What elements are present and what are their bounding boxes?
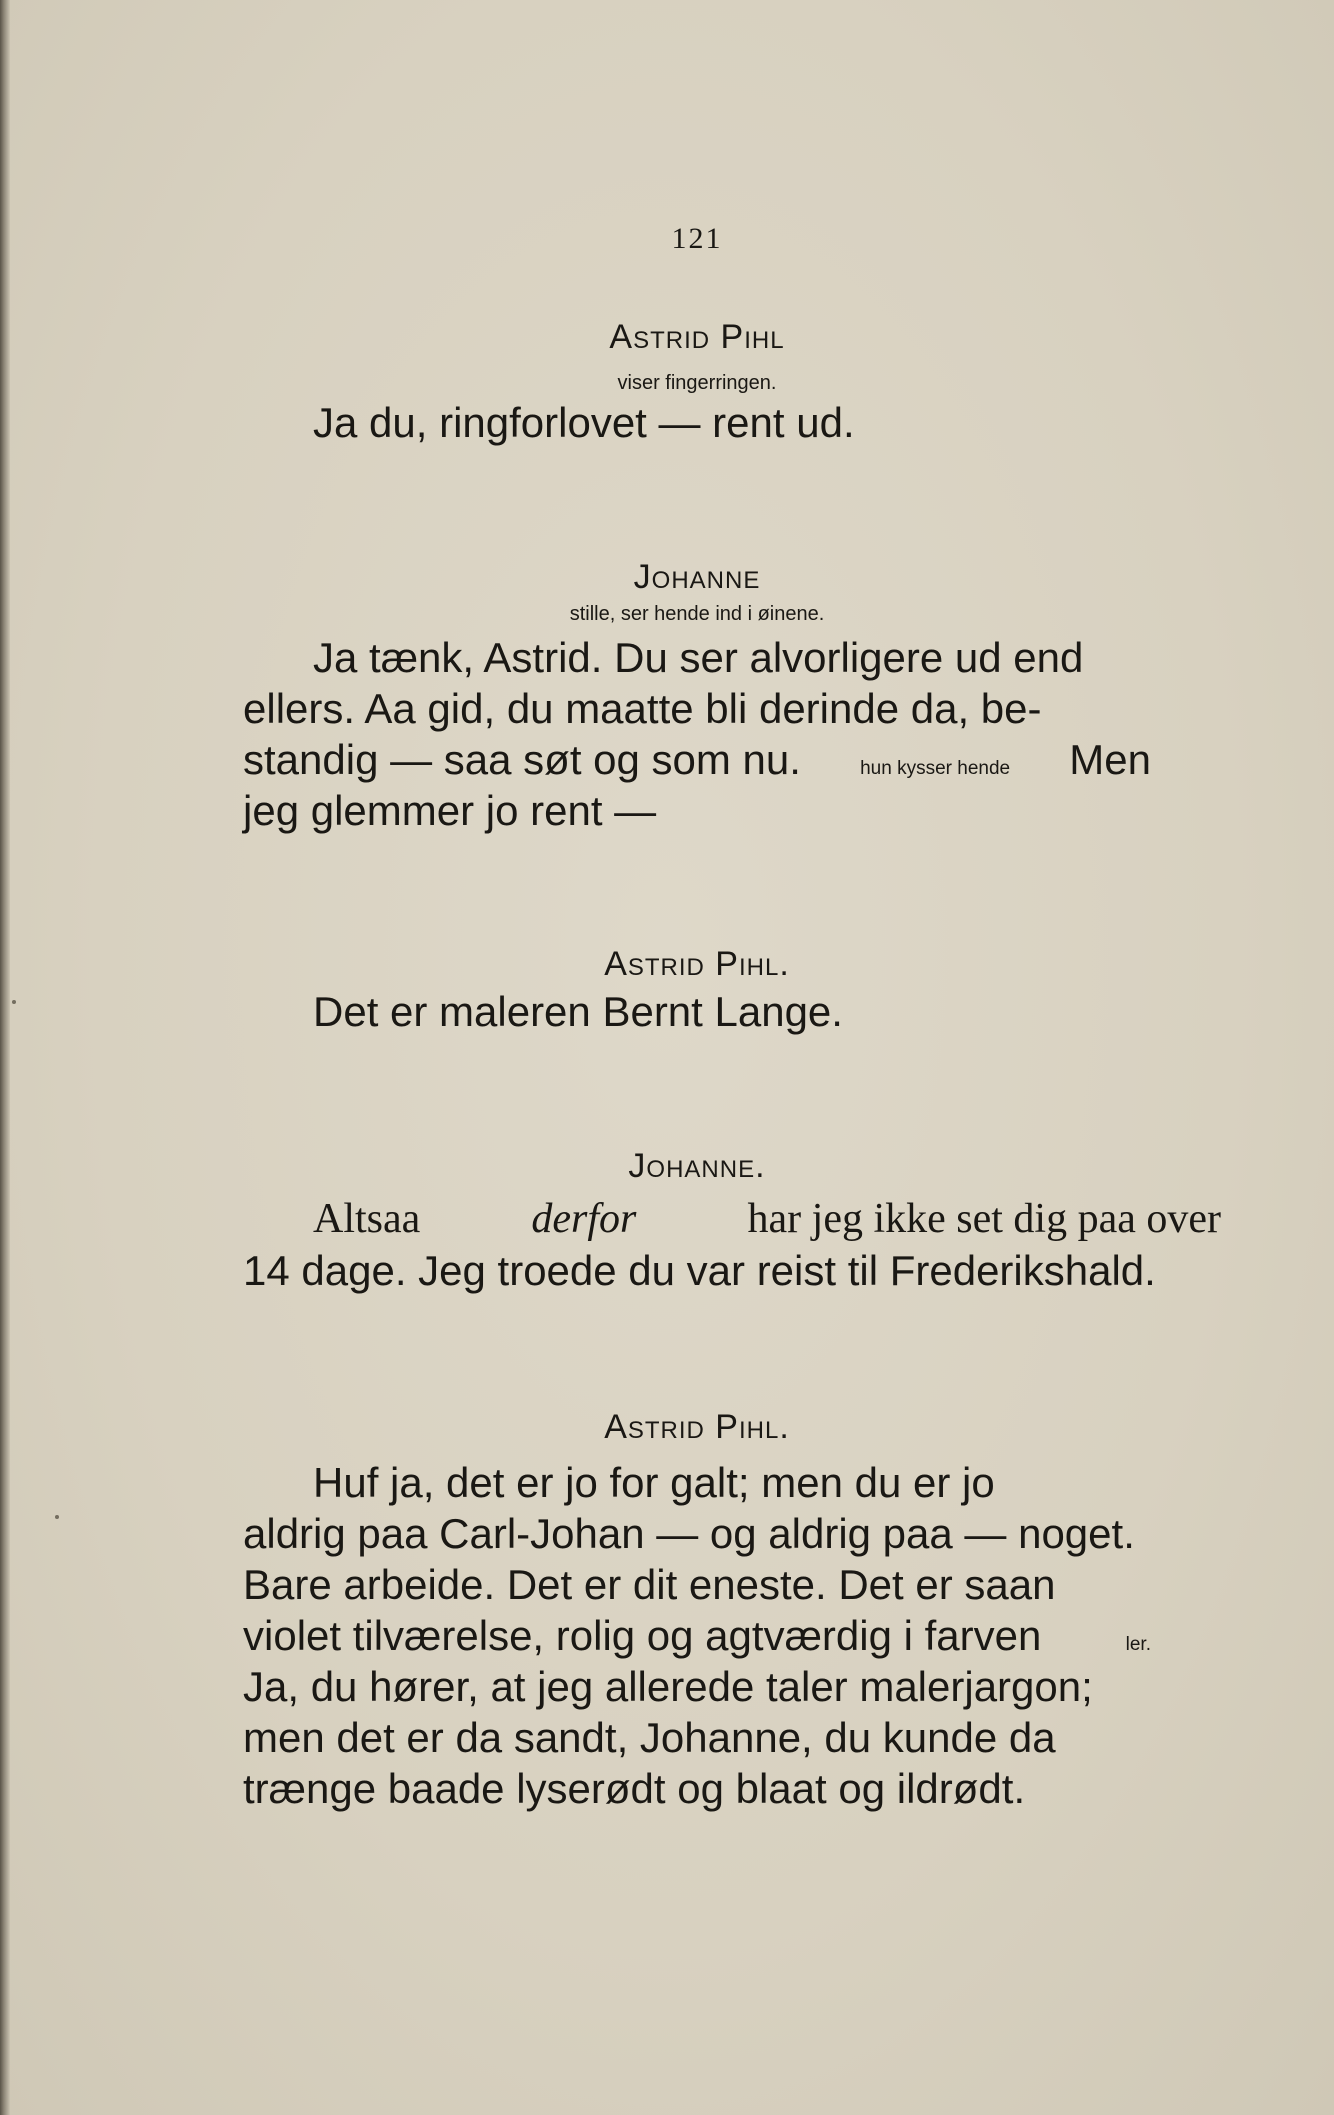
line-text: Altsaa xyxy=(313,1196,421,1242)
binding-edge xyxy=(0,0,10,2115)
stage-direction: stille, ser hende ind i øinene. xyxy=(569,603,825,625)
line-text: Men xyxy=(1069,736,1151,783)
dialogue-line: Det er maleren Bernt Lange. xyxy=(313,988,843,1035)
page-number: 121 xyxy=(671,222,723,255)
line-text: har jeg ikke set dig paa over xyxy=(747,1196,1221,1242)
speaker-name: Astrid Pihl. xyxy=(604,1408,790,1446)
inline-stage-direction: hun kysser hende xyxy=(860,758,1011,779)
line-text: violet tilværelse, rolig og agtværdig i farven xyxy=(243,1612,1042,1659)
speaker-name: Astrid Pihl. xyxy=(604,945,790,983)
dialogue-line: Ja du, ringforlovet — rent ud. xyxy=(313,399,855,446)
dialogue-line: Ja, du hører, at jeg allerede taler malerjargon; xyxy=(243,1663,1093,1710)
dialogue-line: 14 dage. Jeg troede du var reist til Frederikshald. xyxy=(243,1247,1156,1294)
dialogue-line: Ja tænk, Astrid. Du ser alvorligere ud end xyxy=(313,634,1084,681)
dialogue-line: ellers. Aa gid, du maatte bli derinde da, be- xyxy=(243,685,1042,732)
stage-direction: viser fingerringen. xyxy=(617,372,777,394)
paper-speck xyxy=(55,1515,59,1519)
speaker-name: Johanne xyxy=(633,558,761,596)
dialogue-line: Bare arbeide. Det er dit eneste. Det er saan xyxy=(243,1561,1056,1608)
dialogue-line: Huf ja, det er jo for galt; men du er jo xyxy=(313,1459,995,1506)
dialogue-line xyxy=(243,1194,1221,1245)
speaker-name: Astrid Pihl xyxy=(609,318,785,356)
dialogue-line: trænge baade lyserødt og blaat og ildrødt. xyxy=(243,1765,1026,1812)
emphasis-text: derfor xyxy=(531,1196,637,1242)
dialogue-line: men det er da sandt, Johanne, du kunde da xyxy=(243,1714,1056,1761)
paper-speck xyxy=(12,1000,16,1004)
speaker-name: Johanne. xyxy=(628,1147,766,1185)
dialogue-line: jeg glemmer jo rent — xyxy=(243,787,657,834)
inline-stage-direction: ler. xyxy=(1125,1634,1151,1655)
line-text: standig — saa søt og som nu. xyxy=(243,736,801,783)
dialogue-line: aldrig paa Carl-Johan — og aldrig paa — noget. xyxy=(243,1510,1135,1557)
